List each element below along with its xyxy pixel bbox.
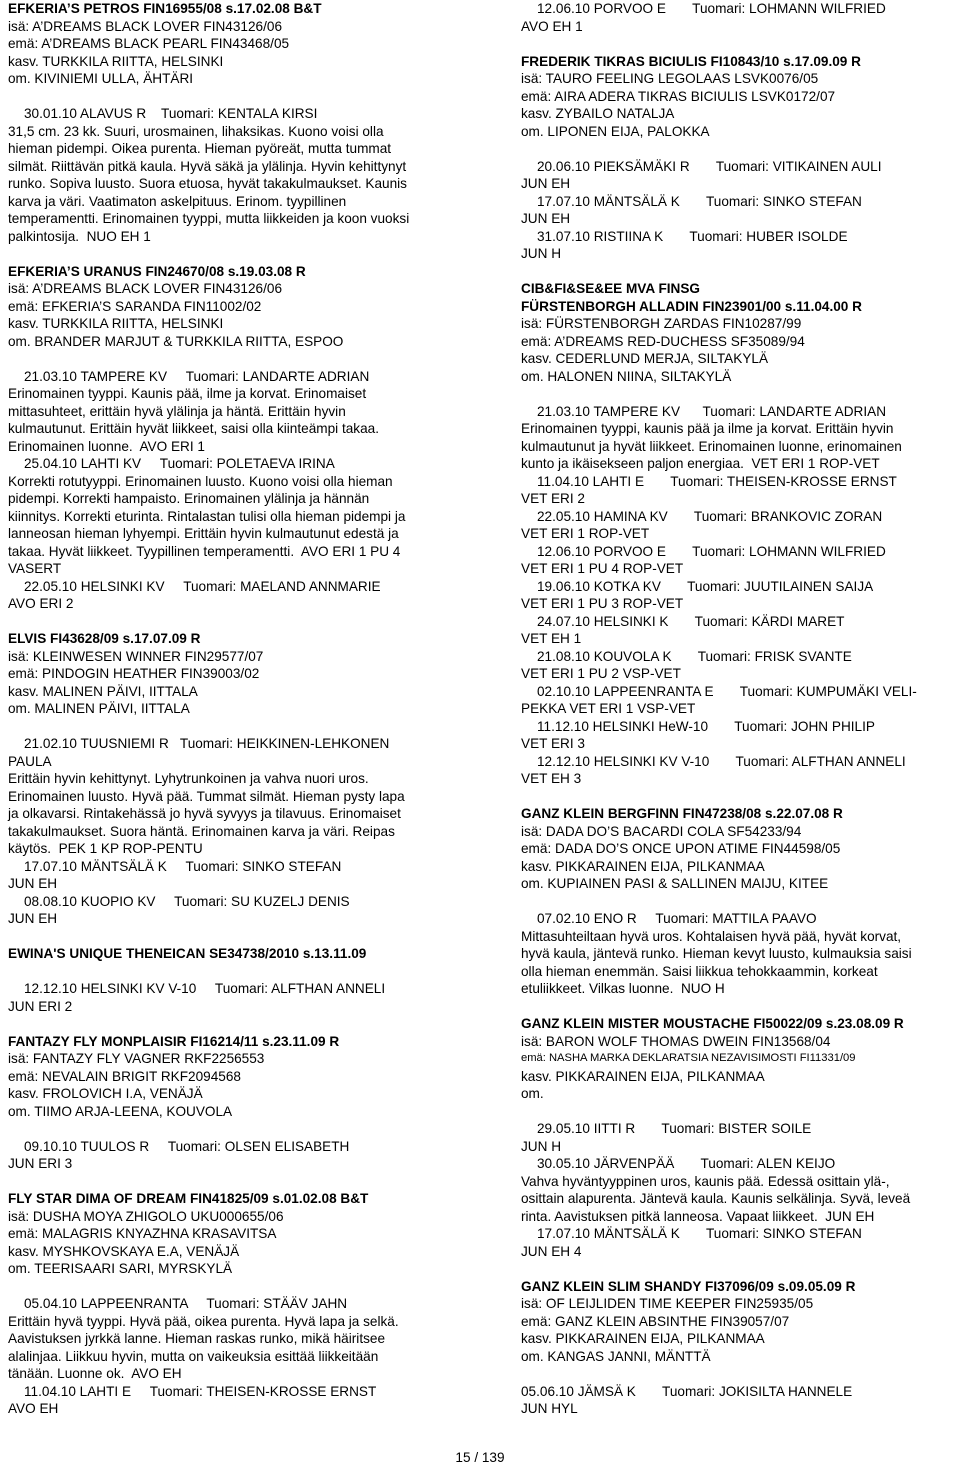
text-line: emä: A’DREAMS BLACK PEARL FIN43468/05 bbox=[8, 36, 290, 51]
blank-line bbox=[8, 1173, 453, 1191]
text-line: isä: TAURO FEELING LEGOLAAS LSVK0076/05 bbox=[521, 71, 819, 86]
blank-line bbox=[521, 385, 960, 403]
text-line: om. TEERISAARI SARI, MYRSKYLÄ bbox=[8, 1261, 233, 1276]
text-line: VET ERI 3 bbox=[521, 736, 585, 751]
text-line: VET ERI 2 bbox=[521, 491, 585, 506]
blank-line bbox=[8, 1120, 453, 1138]
show-result-line: 30.01.10 ALAVUS R Tuomari: KENTALA KIRSI bbox=[24, 106, 318, 121]
text-line: Erinomainen tyyppi. Kaunis pää, ilme ja korvat. Erinomaiset bbox=[8, 386, 367, 401]
blank-line bbox=[8, 613, 453, 631]
text-line: kasv. PIKKARAINEN EIJA, PILKANMAA bbox=[521, 858, 765, 874]
text-line: etuliikkeet. Vilkas luonne. NUO H bbox=[521, 981, 725, 996]
show-result-line: 21.08.10 KOUVOLA K Tuomari: FRISK SVANTE bbox=[537, 648, 852, 664]
entry-heading: GANZ KLEIN SLIM SHANDY FI37096/09 s.09.05.09 R bbox=[521, 1278, 856, 1294]
text-line: VET ERI 1 PU 3 ROP-VET bbox=[521, 596, 684, 611]
text-line: JUN EH bbox=[521, 176, 571, 191]
text-line: emä: MALAGRIS KNYAZHNA KRASAVITSA bbox=[8, 1226, 277, 1241]
text-line: JUN EH 4 bbox=[521, 1243, 582, 1259]
text-line: emä: GANZ KLEIN ABSINTHE FIN39057/07 bbox=[521, 1313, 790, 1329]
text-line: om. BRANDER MARJUT & TURKKILA RIITTA, ESPOO bbox=[8, 333, 344, 349]
show-result-line: 21.02.10 TUUSNIEMI R Tuomari: HEIKKINEN-LEHKONEN bbox=[24, 736, 390, 751]
text-line: emä: AIRA ADERA TIKRAS BICIULIS LSVK0172/07 bbox=[521, 88, 836, 104]
text-line: JUN HYL bbox=[521, 1401, 578, 1416]
entry-heading: ELVIS FI43628/09 s.17.07.09 R bbox=[8, 631, 201, 646]
text-line: pidempi. Korrekti hampaisto. Erinomainen ylälinja ja hännän bbox=[8, 491, 370, 506]
blank-line bbox=[521, 1365, 960, 1383]
show-result-line: 31.07.10 RISTIINA K Tuomari: HUBER ISOLDE bbox=[537, 228, 848, 244]
text-line: isä: OF LEIJLIDEN TIME KEEPER FIN25935/05 bbox=[521, 1296, 814, 1311]
text-line: JUN H bbox=[521, 1138, 562, 1154]
show-result-line: 11.04.10 LAHTI E Tuomari: THEISEN-KROSSE ERNST bbox=[24, 1383, 377, 1399]
text-line: om. HALONEN NIINA, SILTAKYLÄ bbox=[521, 368, 732, 384]
text-line: kulmautunut ja hyvät liikkeet. Erinomainen luonne, erinomainen bbox=[521, 438, 902, 454]
blank-line bbox=[8, 928, 453, 946]
text-line: isä: FANTAZY FLY VAGNER RKF2256553 bbox=[8, 1051, 265, 1066]
text-line: VET ERI 1 PU 2 VSP-VET bbox=[521, 666, 681, 681]
text-line: om. TIIMO ARJA-LEENA, KOUVOLA bbox=[8, 1103, 233, 1119]
text-line: temperamentti. Erinomainen tyyppi, mutta liikkeiden ja koon vuoksi bbox=[8, 211, 410, 226]
blank-line bbox=[8, 88, 453, 106]
show-result-line: 07.02.10 ENO R Tuomari: MATTILA PAAVO bbox=[537, 911, 817, 926]
text-line: kasv. TURKKILA RIITTA, HELSINKI bbox=[8, 316, 224, 331]
show-result-line: 17.07.10 MÄNTSÄLÄ K Tuomari: SINKO STEFAN bbox=[537, 1226, 862, 1241]
text-line: Erinomainen tyyppi, kaunis pää ja ilme ja korvat. Erittäin hyvin bbox=[521, 421, 894, 436]
text-line: kasv. TURKKILA RIITTA, HELSINKI bbox=[8, 53, 224, 69]
show-result-line: 11.04.10 LAHTI E Tuomari: THEISEN-KROSSE ERNST bbox=[537, 473, 897, 489]
text-line: alalinjaa. Liikkuu hyvin, mutta on vaikeuksia esittää liikkeitään bbox=[8, 1348, 379, 1364]
text-line: AVO EH bbox=[8, 1401, 59, 1416]
text-line: om. MALINEN PÄIVI, IITTALA bbox=[8, 701, 190, 716]
show-result-line: 19.06.10 KOTKA KV Tuomari: JUUTILAINEN SAIJA bbox=[537, 578, 874, 594]
show-result-line: 17.07.10 MÄNTSÄLÄ K Tuomari: SINKO STEFAN bbox=[24, 858, 342, 874]
right-column bbox=[521, 0, 960, 1418]
blank-line bbox=[8, 963, 453, 981]
text-line: kasv. FROLOVICH I.A, VENÄJÄ bbox=[8, 1086, 203, 1101]
show-result-line: 12.06.10 PORVOO E Tuomari: LOHMANN WILFRIED bbox=[537, 543, 886, 559]
text-line: isä: A’DREAMS BLACK LOVER FIN43126/06 bbox=[8, 281, 283, 296]
show-result-line: 21.03.10 TAMPERE KV Tuomari: LANDARTE ADRIAN bbox=[24, 368, 370, 384]
text-line: VET ERI 1 ROP-VET bbox=[521, 526, 650, 541]
blank-line bbox=[521, 140, 960, 158]
show-result-line: 11.12.10 HELSINKI HeW-10 Tuomari: JOHN PHILIP bbox=[537, 718, 875, 734]
text-line: Erittäin hyvin kehittynyt. Lyhytrunkoinen ja vahva nuori uros. bbox=[8, 771, 369, 786]
text-line: mittasuhteet, erittäin hyvä ylälinja ja häntä. Erittäin hyvin bbox=[8, 403, 346, 419]
text-line: JUN ERI 3 bbox=[8, 1156, 73, 1171]
text-line: JUN EH bbox=[8, 911, 58, 926]
text-line: VASERT bbox=[8, 561, 62, 576]
show-result-line: 24.07.10 HELSINKI K Tuomari: KÄRDI MARET bbox=[537, 613, 845, 629]
text-line: om. LIPONEN EIJA, PALOKKA bbox=[521, 123, 710, 139]
entry-heading: EFKERIA’S URANUS FIN24670/08 s.19.03.08 R bbox=[8, 263, 306, 279]
show-result-line: 21.03.10 TAMPERE KV Tuomari: LANDARTE ADRIAN bbox=[537, 403, 887, 419]
entry-heading: CIB&FI&SE&EE MVA FINSG bbox=[521, 281, 700, 296]
entry-heading: FÜRSTENBORGH ALLADIN FIN23901/00 s.11.04.00 R bbox=[521, 298, 862, 314]
text-line: isä: DADA DO’S BACARDI COLA SF54233/94 bbox=[521, 823, 802, 839]
text-line: käytös. PEK 1 KP ROP-PENTU bbox=[8, 841, 203, 856]
blank-line bbox=[8, 350, 453, 368]
blank-line bbox=[521, 35, 960, 53]
text-line: kasv. MYSHKOVSKAYA E.A, VENÄJÄ bbox=[8, 1243, 240, 1259]
text-line: olla hieman enemmän. Saisi liikkua tehokkaammin, korkeat bbox=[521, 963, 878, 979]
show-result-line: 29.05.10 IITTI R Tuomari: BISTER SOILE bbox=[537, 1121, 812, 1136]
text-line: emä: NASHA MARKA DEKLARATSIA NEZAVISIMOSTI FI11331/09 bbox=[521, 1052, 856, 1064]
text-line: emä: PINDOGIN HEATHER FIN39003/02 bbox=[8, 666, 260, 681]
show-result-line: 22.05.10 HAMINA KV Tuomari: BRANKOVIC ZORAN bbox=[537, 508, 883, 524]
text-line: kasv. CEDERLUND MERJA, SILTAKYLÄ bbox=[521, 351, 769, 366]
text-line: 05.06.10 JÄMSÄ K Tuomari: JOKISILTA HANNELE bbox=[521, 1383, 853, 1399]
text-line: Aavistuksen jyrkkä lanne. Hieman raskas runko, mikä häiritsee bbox=[8, 1331, 386, 1346]
text-line: Erinomainen luusto. Hyvä pää. Tummat silmät. Hieman pysty lapa bbox=[8, 788, 405, 804]
blank-line bbox=[521, 1260, 960, 1278]
text-line: Vahva hyväntyyppinen uros, kaunis pää. Edessä osittain ylä-, bbox=[521, 1173, 890, 1189]
text-line: kiinnitys. Korrekti eturinta. Rintalastan tulisi olla hieman pidempi ja bbox=[8, 508, 406, 524]
blank-line bbox=[521, 998, 960, 1016]
text-line: om. bbox=[521, 1086, 544, 1101]
show-result-line: 02.10.10 LAPPEENRANTA E Tuomari: KUMPUMÄKI VELI- bbox=[537, 683, 917, 699]
text-line: kasv. MALINEN PÄIVI, IITTALA bbox=[8, 683, 198, 699]
text-line: ja olkavarsi. Rintakehässä jo hyvä syvyys ja tilavuus. Erinomaiset bbox=[8, 806, 401, 821]
text-line: JUN EH bbox=[521, 211, 571, 226]
show-result-line: 17.07.10 MÄNTSÄLÄ K Tuomari: SINKO STEFAN bbox=[537, 193, 862, 209]
show-result-line: 25.04.10 LAHTI KV Tuomari: POLETAEVA IRINA bbox=[24, 456, 335, 471]
text-line: PAULA bbox=[8, 753, 52, 769]
text-line: emä: DADA DO’S ONCE UPON ATIME FIN44598/05 bbox=[521, 841, 841, 856]
text-line: silmät. Riittävän pitkä kaula. Hyvä säkä ja ylälinja. Hyvin kehittynyt bbox=[8, 158, 407, 174]
text-line: kasv. PIKKARAINEN EIJA, PILKANMAA bbox=[521, 1068, 765, 1084]
text-line: tänään. Luonne ok. AVO EH bbox=[8, 1366, 182, 1381]
show-result-line: 05.04.10 LAPPEENRANTA Tuomari: STÄÄV JAHN bbox=[24, 1296, 348, 1311]
show-result-line: 22.05.10 HELSINKI KV Tuomari: MAELAND ANNMARIE bbox=[24, 578, 381, 594]
show-result-line: 30.05.10 JÄRVENPÄÄ Tuomari: ALEN KEIJO bbox=[537, 1156, 836, 1171]
entry-heading: EFKERIA’S PETROS FIN16955/08 s.17.02.08 B&T bbox=[8, 1, 322, 16]
text-line: JUN EH bbox=[8, 876, 58, 891]
blank-line bbox=[8, 1278, 453, 1296]
text-line: osittain alapurenta. Jäntevä kaula. Kaunis selkälinja. Syvä, leveä bbox=[521, 1191, 911, 1206]
text-line: om. KIVINIEMI ULLA, ÄHTÄRI bbox=[8, 71, 194, 86]
show-result-line: 12.12.10 HELSINKI KV V-10 Tuomari: ALFTHAN ANNELI bbox=[24, 981, 386, 996]
blank-line bbox=[521, 893, 960, 911]
text-line: lanneosan hieman lyhyempi. Erittäin hyvin kulmautunut edestä ja bbox=[8, 526, 399, 541]
text-line: emä: NEVALAIN BRIGIT RKF2094568 bbox=[8, 1068, 241, 1084]
text-line: om. KANGAS JANNI, MÄNTTÄ bbox=[521, 1348, 711, 1364]
text-line: takaa. Hyvät liikkeet. Tyypillinen temperamentti. AVO ERI 1 PU 4 bbox=[8, 543, 401, 559]
text-line: emä: A’DREAMS RED-DUCHESS SF35089/94 bbox=[521, 333, 805, 349]
blank-line bbox=[8, 1015, 453, 1033]
entry-heading: EWINA'S UNIQUE THENEICAN SE34738/2010 s.13.11.09 bbox=[8, 946, 367, 961]
blank-line bbox=[8, 245, 453, 263]
blank-line bbox=[521, 1103, 960, 1121]
show-result-line: 12.06.10 PORVOO E Tuomari: LOHMANN WILFRIED bbox=[537, 1, 886, 16]
text-line: isä: DUSHA MOYA ZHIGOLO UKU000655/06 bbox=[8, 1208, 284, 1224]
show-result-line: 09.10.10 TUULOS R Tuomari: OLSEN ELISABETH bbox=[24, 1138, 350, 1154]
page-number: 15 / 139 bbox=[455, 1450, 505, 1465]
entry-heading: GANZ KLEIN MISTER MOUSTACHE FI50022/09 s.23.08.09 R bbox=[521, 1016, 904, 1031]
text-line: runko. Sopiva luusto. Suora etuosa, hyvät takakulmaukset. Kaunis bbox=[8, 176, 407, 191]
blank-line bbox=[521, 788, 960, 806]
text-line: takakulmaukset. Suora häntä. Erinomainen karva ja väri. Reipas bbox=[8, 823, 395, 839]
show-result-line: 20.06.10 PIEKSÄMÄKI R Tuomari: VITIKAINEN AULI bbox=[537, 158, 882, 174]
text-line: Erinomainen luonne. AVO ERI 1 bbox=[8, 438, 205, 454]
blank-line bbox=[521, 263, 960, 281]
text-line: kasv. PIKKARAINEN EIJA, PILKANMAA bbox=[521, 1331, 765, 1346]
text-line: VET ERI 1 PU 4 ROP-VET bbox=[521, 561, 684, 576]
text-line: isä: FÜRSTENBORGH ZARDAS FIN10287/99 bbox=[521, 316, 802, 331]
text-line: Mittasuhteiltaan hyvä uros. Kohtalaisen hyvä pää, hyvät korvat, bbox=[521, 928, 902, 944]
text-line: isä: KLEINWESEN WINNER FIN29577/07 bbox=[8, 648, 264, 664]
text-line: kunto ja ikäisekseen paljon energiaa. VET ERI 1 ROP-VET bbox=[521, 456, 880, 471]
text-line: kasv. ZYBAILO NATALJA bbox=[521, 106, 675, 121]
text-line: hieman pidempi. Oikea purenta. Hieman pyöreät, mutta tummat bbox=[8, 141, 392, 156]
text-line: Erittäin hyvä tyyppi. Hyvä pää, oikea purenta. Hyvä lapa ja selkä. bbox=[8, 1313, 399, 1329]
text-line: VET EH 3 bbox=[521, 771, 582, 786]
text-line: palkintosija. NUO EH 1 bbox=[8, 228, 151, 244]
entry-heading: GANZ KLEIN BERGFINN FIN47238/08 s.22.07.08 R bbox=[521, 806, 843, 821]
text-line: 31,5 cm. 23 kk. Suuri, urosmainen, lihaksikas. Kuono voisi olla bbox=[8, 123, 384, 139]
text-line: karva ja väri. Vaatimaton askelpituus. Erinom. tyypillinen bbox=[8, 193, 347, 209]
show-result-line: 12.12.10 HELSINKI KV V-10 Tuomari: ALFTHAN ANNELI bbox=[537, 753, 906, 769]
text-line: rinta. Aavistuksen pitkä lanneosa. Vapaat liikkeet. JUN EH bbox=[521, 1208, 875, 1224]
text-line: kulmautunut. Erittäin hyvät liikkeet, saisi olla kiinteämpi takaa. bbox=[8, 421, 379, 436]
text-line: VET EH 1 bbox=[521, 631, 582, 646]
text-line: om. KUPIAINEN PASI & SALLINEN MAIJU, KITEE bbox=[521, 876, 829, 891]
text-line: hyvä kaula, jäntevä runko. Hieman kevyt luusto, kulmauksia saisi bbox=[521, 946, 912, 961]
entry-heading: FREDERIK TIKRAS BICIULIS FI10843/10 s.17.09.09 R bbox=[521, 53, 861, 69]
entry-heading: FLY STAR DIMA OF DREAM FIN41825/09 s.01.02.08 B&T bbox=[8, 1191, 369, 1206]
text-line: isä: A’DREAMS BLACK LOVER FIN43126/06 bbox=[8, 18, 283, 34]
show-result-line: 08.08.10 KUOPIO KV Tuomari: SU KUZELJ DENIS bbox=[24, 893, 350, 909]
blank-line bbox=[8, 718, 453, 736]
text-line: AVO ERI 2 bbox=[8, 596, 74, 611]
text-line: PEKKA VET ERI 1 VSP-VET bbox=[521, 701, 696, 716]
text-line: isä: BARON WOLF THOMAS DWEIN FIN13568/04 bbox=[521, 1033, 831, 1049]
text-line: emä: EFKERIA’S SARANDA FIN11002/02 bbox=[8, 298, 262, 314]
left-column bbox=[8, 0, 453, 1418]
entry-heading: FANTAZY FLY MONPLAISIR FI16214/11 s.23.11.09 R bbox=[8, 1033, 340, 1049]
text-line: AVO EH 1 bbox=[521, 18, 583, 34]
text-line: JUN H bbox=[521, 246, 562, 261]
text-line: Korrekti rotutyyppi. Erinomainen luusto. Kuono voisi olla hieman bbox=[8, 473, 393, 489]
text-line: JUN ERI 2 bbox=[8, 998, 73, 1014]
